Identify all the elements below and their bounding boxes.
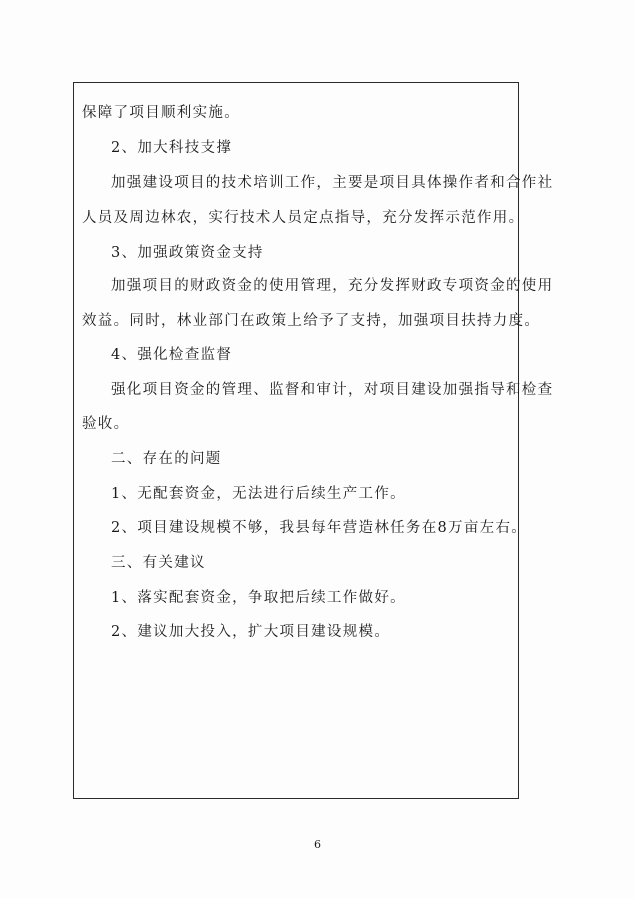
list-item: 2、项目建设规模不够，我县每年营造林任务在8万亩左右。 — [111, 520, 528, 536]
paragraph-line: 加强项目的财政资金的使用管理，充分发挥财政专项资金的使用 — [111, 278, 554, 294]
section-heading-suggestions: 三、有关建议 — [111, 555, 206, 571]
content-frame — [73, 82, 554, 799]
paragraph-line: 验收。 — [82, 416, 130, 432]
list-item: 2、建议加大投入，扩大项目建设规模。 — [111, 624, 391, 640]
section-heading-4: 4、强化检查监督 — [111, 347, 233, 363]
paragraph-line: 人员及周边林农，实行技术人员定点指导，充分发挥示范作用。 — [82, 210, 525, 226]
section-heading-2: 2、加大科技支撑 — [111, 140, 233, 156]
paragraph-line: 效益。同时，林业部门在政策上给予了支持，加强项目扶持力度。 — [82, 313, 541, 329]
list-item: 1、落实配套资金，争取把后续工作做好。 — [111, 590, 406, 606]
list-item: 1、无配套资金，无法进行后续生产工作。 — [111, 486, 406, 502]
section-heading-3: 3、加强政策资金支持 — [111, 245, 264, 261]
paragraph-line: 强化项目资金的管理、监督和审计，对项目建设加强指导和检查 — [111, 382, 554, 398]
page-number: 6 — [314, 838, 321, 851]
section-heading-problems: 二、存在的问题 — [111, 451, 222, 467]
paragraph-line: 加强建设项目的技术培训工作，主要是项目具体操作者和合作社 — [111, 175, 554, 191]
body-line-continuation: 保障了项目顺利实施。 — [82, 105, 240, 121]
